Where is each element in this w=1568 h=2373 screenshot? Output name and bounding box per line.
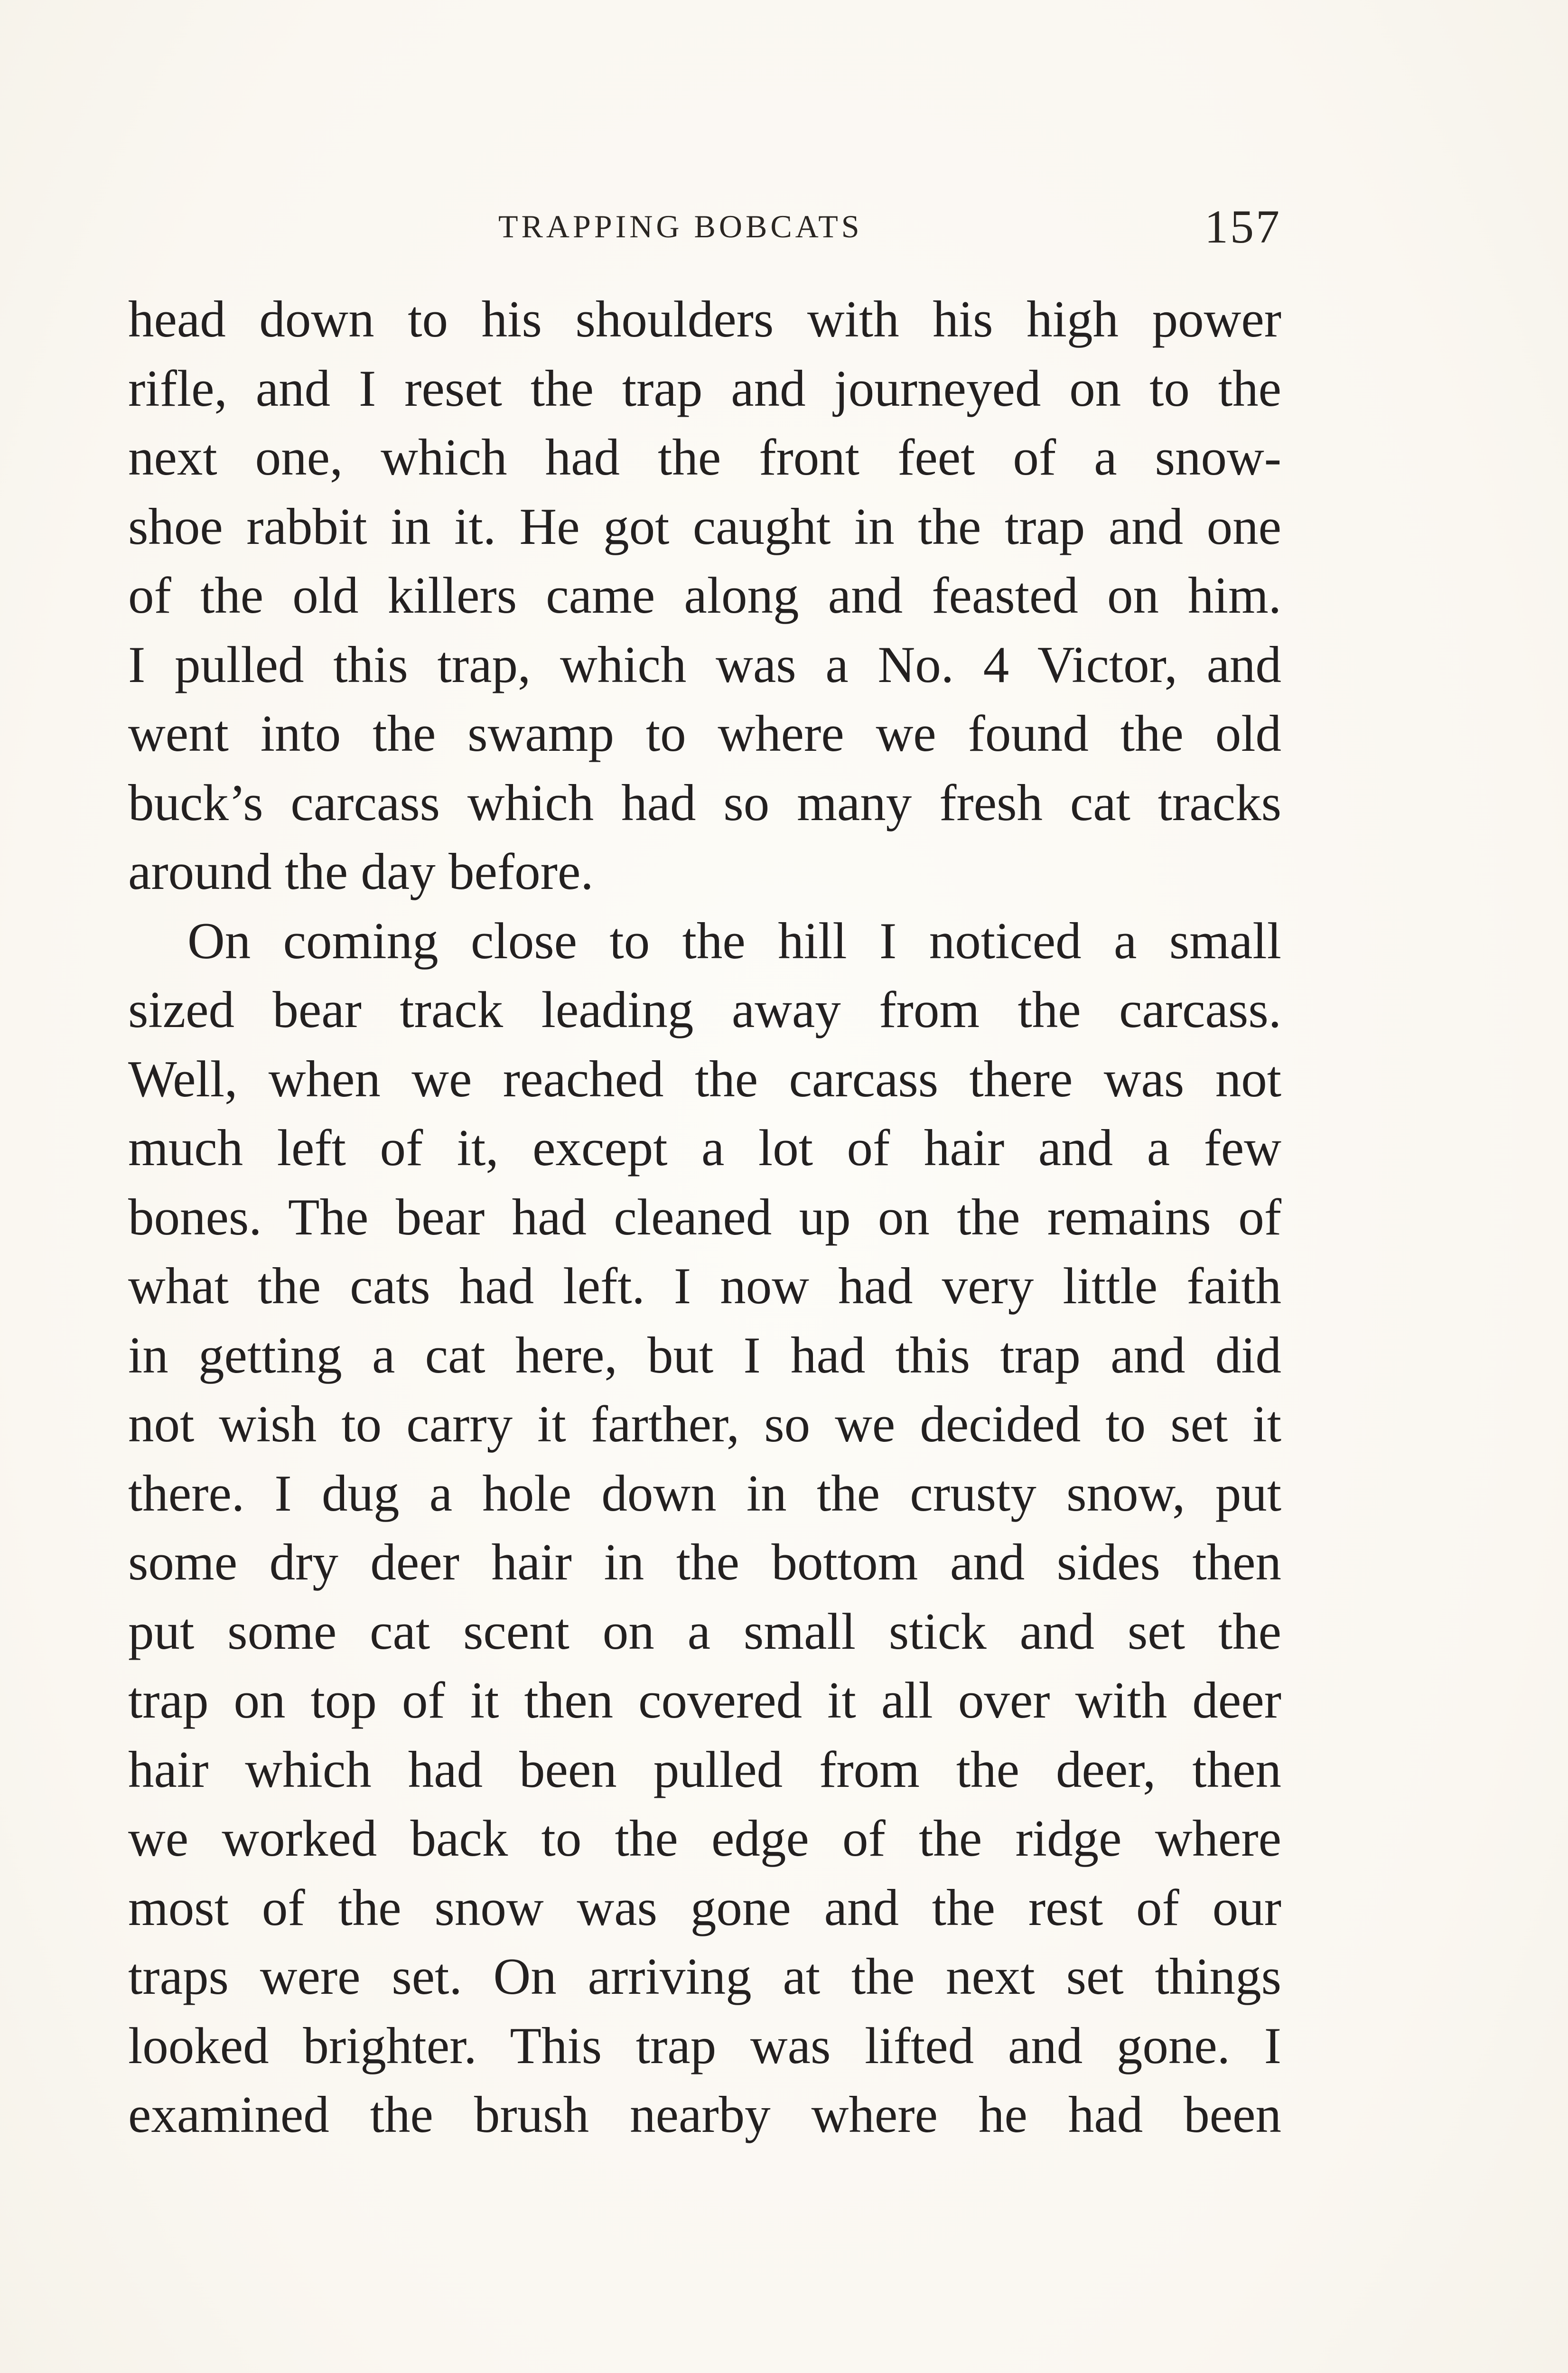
- text-line: head down to his shoulders with his high power: [128, 290, 1281, 348]
- text-line: shoe rabbit in it. He got caught in the trap and one: [128, 497, 1281, 555]
- running-head: [128, 199, 1281, 256]
- paragraph-2: [128, 906, 1281, 2149]
- text-line: next one, which had the front feet of a snow-: [128, 429, 1281, 486]
- text-line: there. I dug a hole down in the crusty snow, put: [128, 1464, 1281, 1522]
- text-line: rifle, and I reset the trap and journeyed on to the: [128, 359, 1281, 417]
- text-line: On coming close to the hill I noticed a small: [187, 912, 1281, 970]
- page-number: 157: [1204, 200, 1281, 253]
- text-line: sized bear track leading away from the carcass.: [128, 981, 1281, 1038]
- body-text: [128, 285, 1281, 2149]
- running-title: TRAPPING BOBCATS: [498, 208, 863, 244]
- paragraph-1: [128, 285, 1281, 906]
- text-line: I pulled this trap, which was a No. 4 Victor, and: [128, 635, 1281, 693]
- text-line: bones. The bear had cleaned up on the remains of: [128, 1188, 1281, 1246]
- text-line: some dry deer hair in the bottom and sides then: [128, 1533, 1281, 1591]
- text-line: in getting a cat here, but I had this trap and did: [128, 1326, 1281, 1384]
- text-line: trap on top of it then covered it all over with deer: [128, 1672, 1281, 1729]
- text-line: Well, when we reached the carcass there was not: [128, 1050, 1281, 1108]
- text-line: put some cat scent on a small stick and set the: [128, 1602, 1281, 1660]
- text-line: went into the swamp to where we found the old: [128, 705, 1281, 762]
- text-line: around the day before.: [128, 843, 594, 900]
- text-line: not wish to carry it farther, so we decided to set it: [128, 1395, 1281, 1453]
- text-line: hair which had been pulled from the deer, then: [128, 1740, 1281, 1798]
- text-line: looked brighter. This trap was lifted and gone. I: [128, 2017, 1281, 2074]
- text-line: traps were set. On arriving at the next set things: [128, 1948, 1281, 2005]
- text-line: buck’s carcass which had so many fresh cat tracks: [128, 774, 1281, 831]
- text-line: what the cats had left. I now had very little faith: [128, 1257, 1281, 1315]
- text-line: much left of it, except a lot of hair and a few: [128, 1119, 1281, 1177]
- text-line: examined the brush nearby where he had been: [128, 2086, 1281, 2143]
- text-line: we worked back to the edge of the ridge where: [128, 1810, 1281, 1867]
- text-line: of the old killers came along and feasted on him.: [128, 567, 1281, 624]
- text-line: most of the snow was gone and the rest of our: [128, 1878, 1281, 1936]
